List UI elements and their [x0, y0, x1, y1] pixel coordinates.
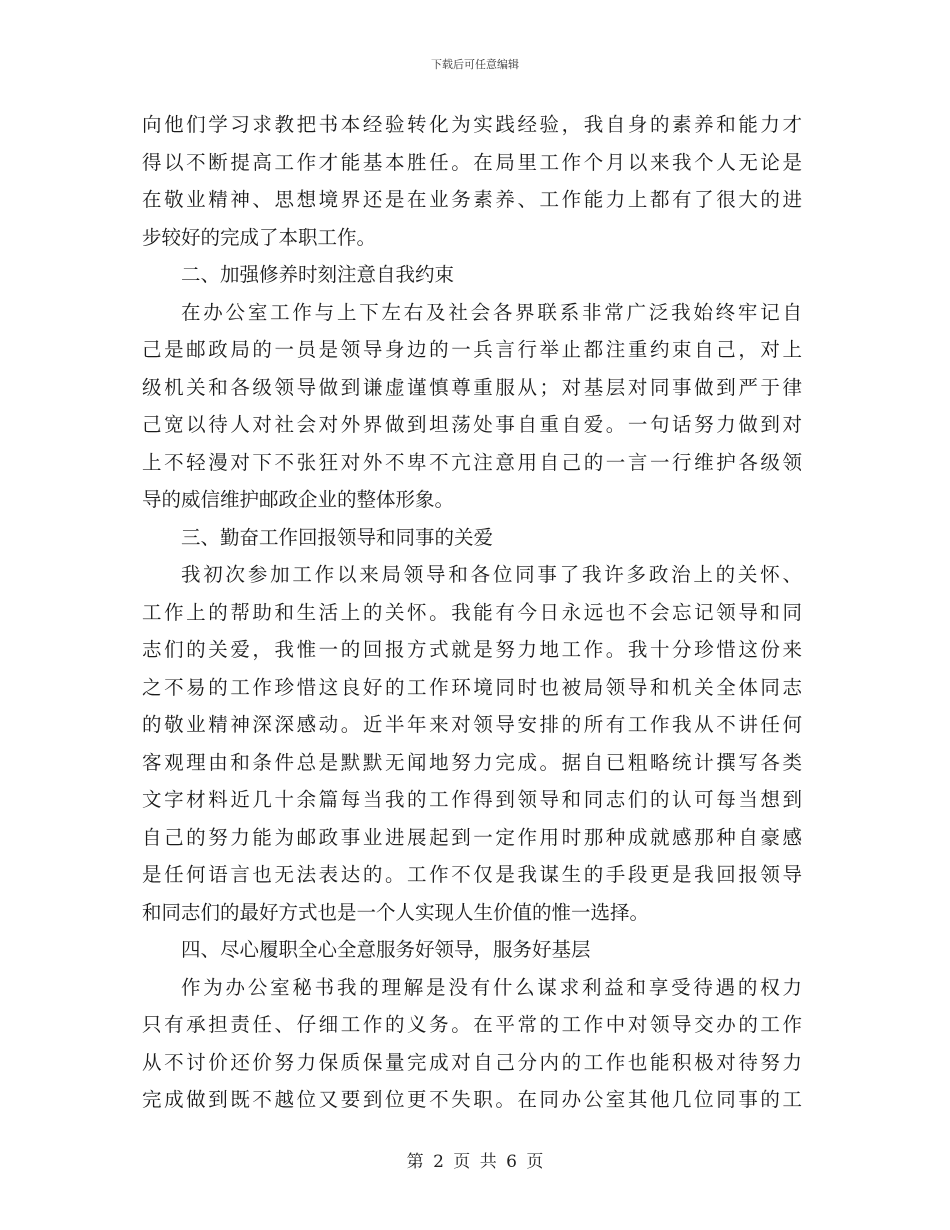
- page-footer: 第 2 页 共 6 页: [406, 1152, 544, 1172]
- text-line: 作为办公室秘书我的理解是没有什么谋求利益和享受待遇的权力: [181, 975, 802, 999]
- text-line: 客观理由和条件总是默默无闻地努力完成。据自已粗略统计撰写各类: [142, 750, 802, 774]
- text-line: 二、加强修养时刻注意自我约束: [181, 263, 455, 286]
- text-line: 导的威信维护邮政企业的整体形象。: [142, 488, 455, 511]
- text-line: 的敬业精神深深感动。近半年来对领导安排的所有工作我从不讲任何: [142, 713, 802, 736]
- text-line: 在办公室工作与上下左右及社会各界联系非常广泛我始终牢记自: [181, 300, 802, 324]
- text-line: 己是邮政局的一员是领导身边的一兵言行举止都注重约束自己，对上: [142, 338, 802, 361]
- text-line: 之不易的工作珍惜这良好的工作环境同时也被局领导和机关全体同志: [142, 675, 802, 699]
- text-line: 自己的努力能为邮政事业进展起到一定作用时那种成就感那种自豪感: [142, 825, 802, 849]
- text-line: 完成做到既不越位又要到位更不失职。在同办公室其他几位同事的工: [142, 1088, 802, 1111]
- text-line: 向他们学习求教把书本经验转化为实践经验，我自身的素养和能力才: [142, 113, 802, 136]
- text-line: 步较好的完成了本职工作。: [142, 225, 377, 249]
- text-line: 从不讨价还价努力保质保量完成对自己分内的工作也能积极对待努力: [142, 1050, 802, 1074]
- text-line: 文字材料近几十余篇每当我的工作得到领导和同志们的认可每当想到: [142, 788, 802, 811]
- text-line: 是任何语言也无法表达的。工作不仅是我谋生的手段更是我回报领导: [142, 863, 802, 886]
- page-header: 下载后可任意编辑: [431, 58, 519, 71]
- document-body: [142, 106, 802, 1119]
- text-line: 只有承担责任、仔细工作的义务。在平常的工作中对领导交办的工作: [142, 1013, 802, 1036]
- text-line: 和同志们的最好方式也是一个人实现人生价值的惟一选择。: [142, 900, 650, 924]
- text-line: 级机关和各级领导做到谦虚谨慎尊重服从；对基层对同事做到严于律: [142, 375, 802, 399]
- text-line: 上不轻漫对下不张狂对外不卑不亢注意用自己的一言一行维护各级领: [142, 450, 802, 474]
- text-line: 四、尽心履职全心全意服务好领导，服务好基层: [181, 938, 591, 961]
- text-line: 己宽以待人对社会对外界做到坦荡处事自重自爱。一句话努力做到对: [142, 413, 802, 436]
- text-line: 得以不断提高工作才能基本胜任。在局里工作个月以来我个人无论是: [142, 150, 802, 174]
- text-line: 我初次参加工作以来局领导和各位同事了我许多政治上的关怀、: [181, 563, 802, 586]
- text-line: 三、勤奋工作回报领导和同事的关爱: [181, 525, 494, 549]
- text-line: 在敬业精神、思想境界还是在业务素养、工作能力上都有了很大的进: [142, 188, 802, 211]
- text-line: 工作上的帮助和生活上的关怀。我能有今日永远也不会忘记领导和同: [142, 600, 802, 624]
- text-line: 志们的关爱，我惟一的回报方式就是努力地工作。我十分珍惜这份来: [142, 638, 802, 661]
